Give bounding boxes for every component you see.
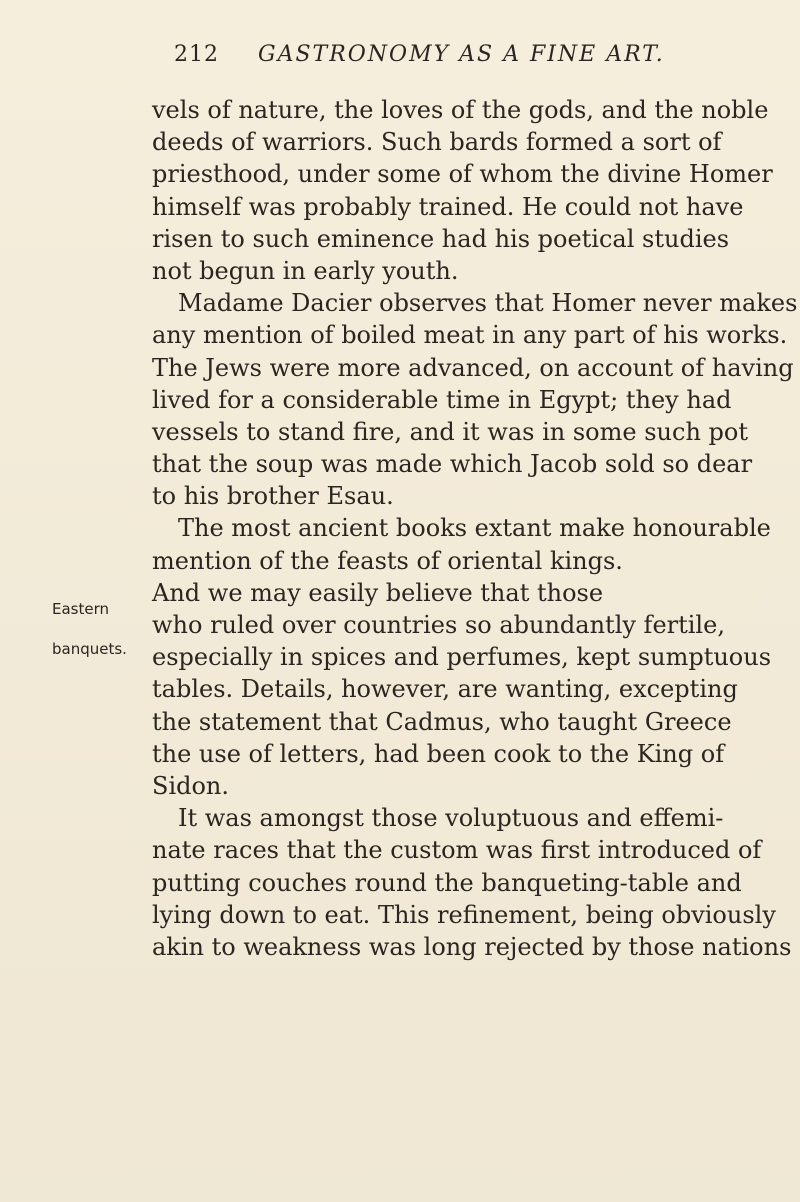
text-line: It was amongst those voluptuous and effemi- — [178, 804, 724, 833]
page-header — [174, 42, 694, 78]
text-line: any mention of boiled meat in any part of his works. — [152, 321, 788, 350]
text-line: The most ancient books extant make honourable — [178, 514, 771, 543]
text-line: And we may easily believe that those — [152, 578, 604, 607]
text-line: Madame Dacier observes that Homer never makes — [178, 289, 798, 318]
text-line: akin to weakness was long rejected by those nations — [152, 932, 792, 961]
margin-note-eastern: Eastern — [52, 600, 110, 618]
text-line: deeds of warriors. Such bards formed a sort of — [152, 128, 722, 157]
text-line: to his brother Esau. — [152, 482, 394, 511]
text-line: nate races that the custom was first introduced of — [152, 836, 762, 865]
text-line: lived for a considerable time in Egypt; they had — [152, 385, 732, 414]
text-line: especially in spices and perfumes, kept sumptuous — [152, 643, 772, 672]
text-line: who ruled over countries so abundantly fertile, — [152, 611, 725, 639]
text-line: risen to such eminence had his poetical studies — [152, 224, 730, 253]
text-line: lying down to eat. This refinement, being obviously — [152, 900, 776, 929]
text-line: putting couches round the banqueting-table and — [152, 868, 742, 897]
body-text — [152, 94, 800, 963]
text-line: Sidon. — [152, 771, 230, 800]
text-line: mention of the feasts of oriental kings. — [152, 546, 623, 575]
text-line: not begun in early youth. — [152, 256, 459, 285]
text-line: the statement that Cadmus, who taught Greece — [152, 707, 732, 736]
running-head: GASTRONOMY AS A FINE ART. — [258, 42, 665, 67]
text-line: himself was probably trained. He could not have — [152, 192, 744, 221]
page-number: 212 — [174, 42, 219, 67]
text-line: vessels to stand fire, and it was in some such pot — [152, 417, 748, 446]
text-line: The Jews were more advanced, on account of having — [152, 353, 794, 382]
margin-note-banquets: banquets. — [52, 640, 127, 658]
text-line: priesthood, under some of whom the divine Homer — [152, 160, 773, 189]
text-line: vels of nature, the loves of the gods, and the noble — [152, 96, 769, 124]
text-line: the use of letters, had been cook to the King of — [152, 739, 725, 768]
text-line: tables. Details, however, are wanting, excepting — [152, 675, 738, 704]
text-line: that the soup was made which Jacob sold so dear — [152, 450, 753, 479]
